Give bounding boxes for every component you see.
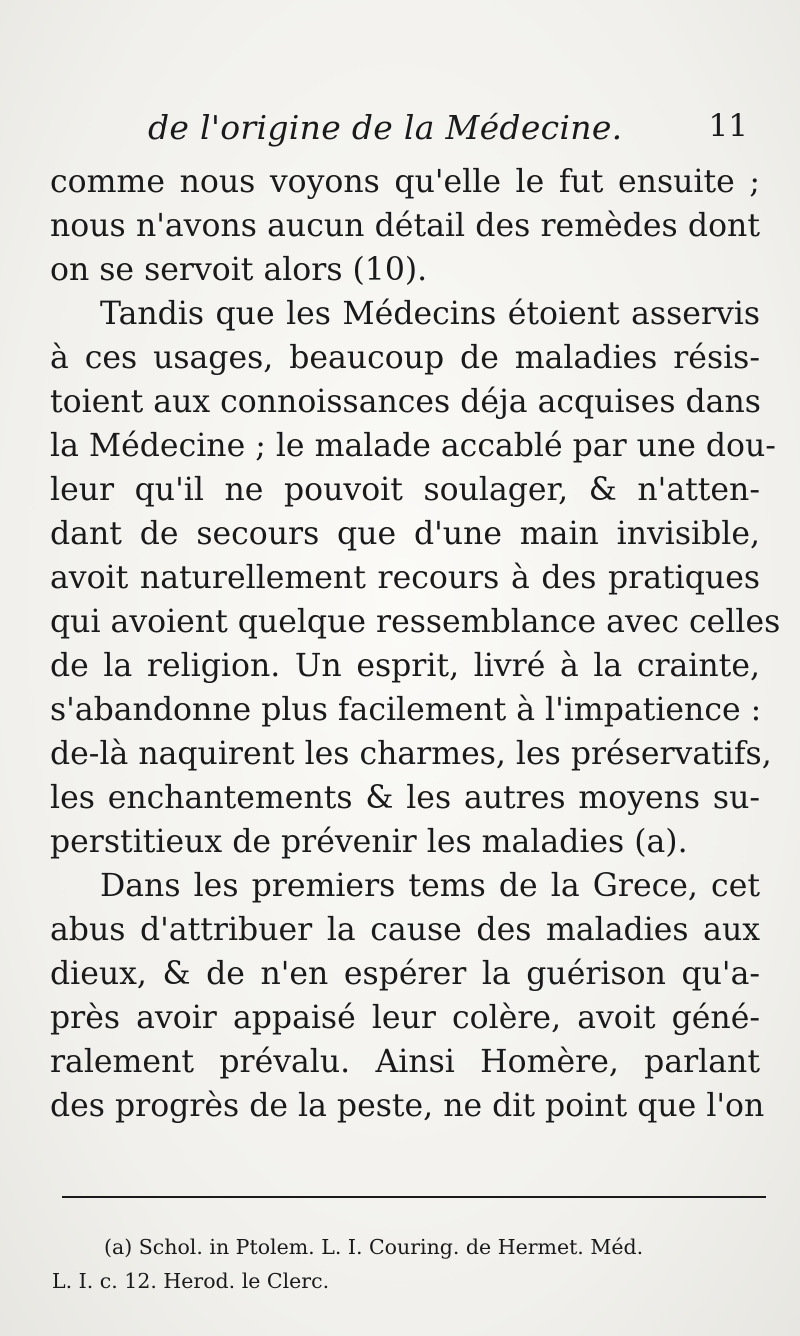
text-line: la Médecine ; le malade accablé par une dou-: [50, 428, 776, 464]
body-text: [50, 160, 781, 1128]
footnote-divider: [62, 1196, 766, 1198]
text-line: leur qu'il ne pouvoit soulager, & n'atten-: [50, 472, 760, 508]
footnote-line: L. I. c. 12. Herod. le Clerc.: [52, 1269, 330, 1293]
page-header: [0, 108, 800, 152]
running-title: de l'origine de la Médecine.: [148, 108, 623, 147]
footnote-line: (a) Schol. in Ptolem. L. I. Couring. de Hermet. Méd.: [104, 1235, 644, 1259]
text-line: comme nous voyons qu'elle le fut ensuite ;: [50, 164, 760, 200]
page-number: 11: [708, 108, 748, 144]
paragraph-start-line: Dans les premiers tems de la Grece, cet: [100, 868, 760, 904]
text-line: toient aux connoissances déja acquises dans: [50, 384, 761, 420]
text-line: de-là naquirent les charmes, les préservatifs,: [50, 736, 772, 772]
text-line: à ces usages, beaucoup de maladies résis-: [50, 340, 760, 376]
text-line: ralement prévalu. Ainsi Homère, parlant: [50, 1044, 760, 1080]
text-line: de la religion. Un esprit, livré à la crainte,: [50, 648, 760, 684]
text-line: s'abandonne plus facilement à l'impatience :: [50, 692, 762, 728]
text-line: dant de secours que d'une main invisible,: [50, 516, 760, 552]
text-line: dieux, & de n'en espérer la guérison qu'a-: [50, 956, 760, 992]
text-line: on se servoit alors (10).: [50, 252, 428, 288]
text-line: avoit naturellement recours à des pratiques: [50, 560, 760, 596]
paragraph-start-line: Tandis que les Médecins étoient asservis: [100, 296, 760, 332]
text-line: perstitieux de prévenir les maladies (a).: [50, 824, 688, 860]
text-line: des progrès de la peste, ne dit point que l'on: [50, 1088, 765, 1124]
text-line: qui avoient quelque ressemblance avec celles: [50, 604, 781, 640]
text-line: abus d'attribuer la cause des maladies aux: [50, 912, 760, 948]
text-line: les enchantements & les autres moyens su-: [50, 780, 760, 816]
footnote: [52, 1230, 760, 1298]
text-line: près avoir appaisé leur colère, avoit géné-: [50, 1000, 760, 1036]
text-line: nous n'avons aucun détail des remèdes dont: [50, 208, 760, 244]
